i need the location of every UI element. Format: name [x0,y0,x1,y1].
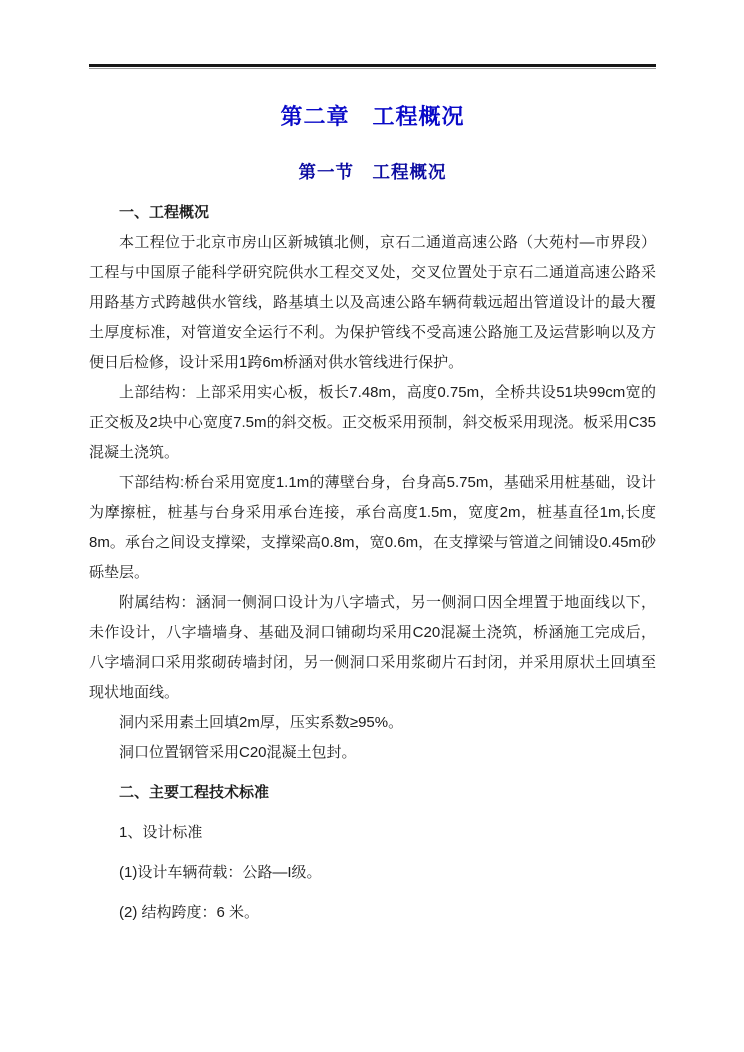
chapter-title: 第二章 工程概况 [280,104,465,129]
header-rule [89,64,656,69]
paragraph-project-location: 本工程位于北京市房山区新城镇北侧，京石二通道高速公路（大苑村—市界段）工程与中国原子能科学研究院供水工程交叉处，交叉位置处于京石二通道高速公路采用路基方式跨越供水管线，路基填土以及高速公路车辆荷载远超出管道设计的最大覆土厚度标准，对管道安全运行不利。为保护管线不受高速公路施工及运营影响以及方便日后检修，设计采用1跨6m桥涵对供水管线进行保护。 [89,234,656,371]
paragraph-superstructure: 上部结构：上部采用实心板，板长7.48m，高度0.75m，全桥共设51块99cm宽的正交板及2块中心宽度7.5m的斜交板。正交板采用预制，斜交板采用现浇。板采用C35混凝土浇筑。 [89,384,656,461]
paragraph-substructure: 下部结构:桥台采用宽度1.1m的薄壁台身，台身高5.75m，基础采用桩基础，设计为摩擦桩，桩基与台身采用承台连接，承台高度1.5m，宽度2m，桩基直径1m,长度8m。承台之间设支撑梁，支撑梁高0.8m，宽0.6m，在支撑梁与管道之间铺设0.45m砂砾垫层。 [89,474,656,581]
paragraph-backfill: 洞内采用素土回填2m厚，压实系数≥95%。 [119,714,404,731]
subheading-design-standard: 1、设计标准 [119,824,203,841]
heading-technical-standards: 二、主要工程技术标准 [119,784,270,801]
paragraph-pipe-encasement: 洞口位置钢管采用C20混凝土包封。 [119,744,357,761]
heading-project-overview: 一、工程概况 [119,204,210,221]
paragraph-auxiliary-structure: 附属结构：涵洞一侧洞口设计为八字墙式，另一侧洞口因全埋置于地面线以下，未作设计，八字墙墙身、基础及洞口铺砌均采用C20混凝土浇筑，桥涵施工完成后，八字墙洞口采用浆砌砖墙封闭，另一侧洞口采用浆砌片石封闭，并采用原状土回填至现状地面线。 [89,594,656,701]
item-structure-span: (2) 结构跨度：6 米。 [119,904,260,921]
item-vehicle-load: (1)设计车辆荷载：公路—I级。 [119,864,322,881]
section-title: 第一节 工程概况 [298,162,447,182]
document-body [89,198,656,928]
